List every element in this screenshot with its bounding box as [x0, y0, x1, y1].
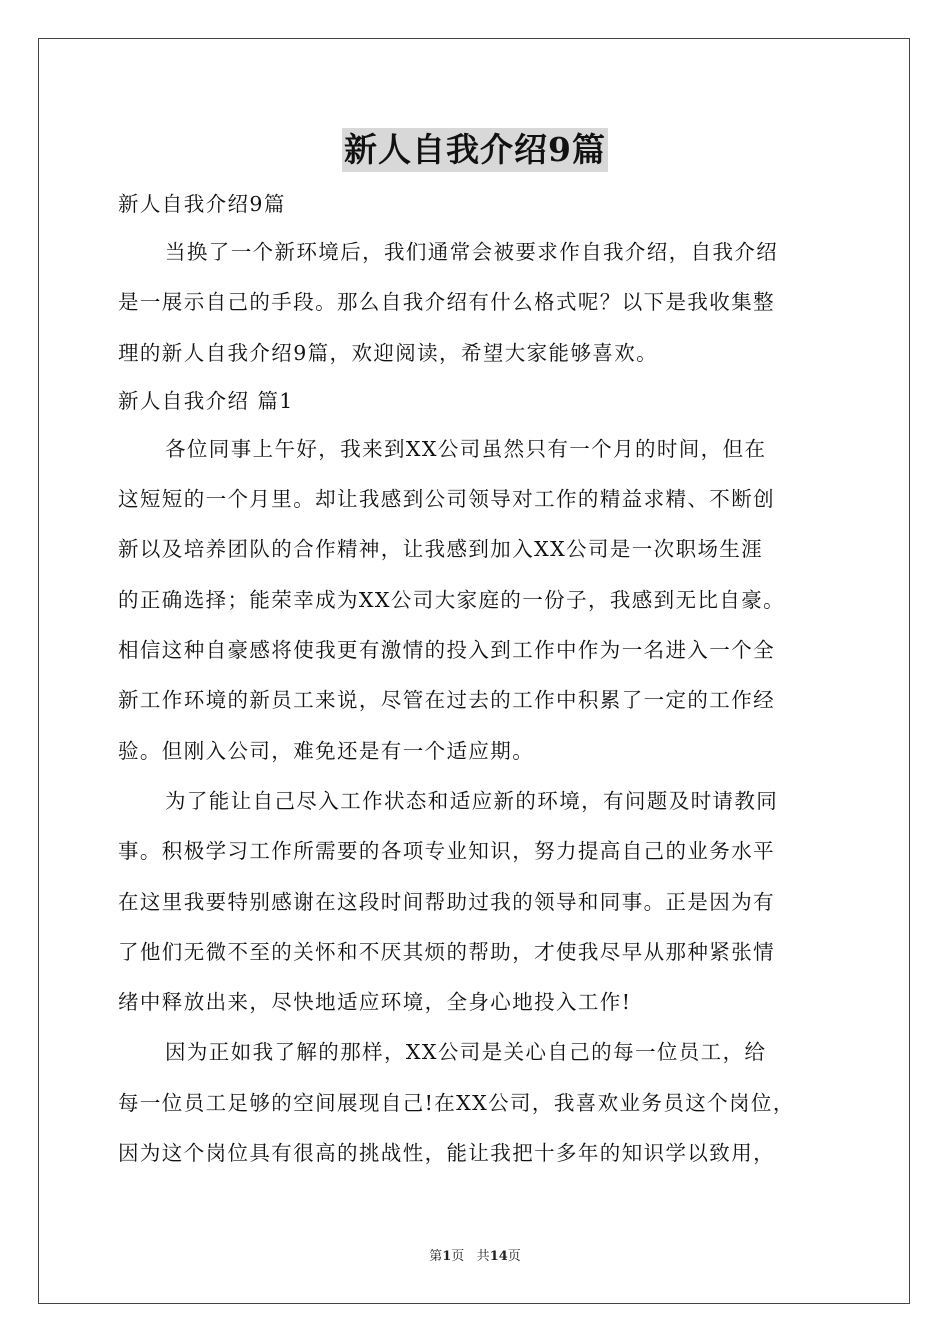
text-line: 因为这个岗位具有很高的挑战性，能让我把十多年的知识学以致用， — [118, 1141, 775, 1166]
text-line: 当换了一个新环境后，我们通常会被要求作自我介绍，自我介绍 — [165, 240, 779, 264]
document-title: 新人自我介绍9篇 — [342, 128, 608, 172]
text-line: 验。但刚入公司，难免还是有一个适应期。 — [118, 738, 535, 763]
text-line: 是一展示自己的手段。那么自我介绍有什么格式呢？以下是我收集整 — [118, 290, 775, 315]
text-line: 绪中释放出来，尽快地适应环境，全身心地投入工作! — [118, 990, 632, 1015]
section-heading: 新人自我介绍 篇1 — [118, 388, 294, 413]
text-line: 新工作环境的新员工来说，尽管在过去的工作中积累了一定的工作经 — [118, 688, 775, 713]
text-line: 了他们无微不至的关怀和不厌其烦的帮助，才使我尽早从那种紧张情 — [118, 939, 775, 964]
total-prefix: 共 — [476, 1249, 490, 1264]
page-current: 1 — [442, 1249, 452, 1264]
text-line: 每一位员工足够的空间展现自己!在XX公司，我喜欢业务员这个岗位， — [118, 1090, 795, 1115]
page-prefix: 第 — [429, 1249, 443, 1264]
section-heading: 新人自我介绍9篇 — [118, 192, 286, 216]
page-suffix: 页 — [451, 1249, 465, 1264]
text-line: 各位同事上午好，我来到XX公司虽然只有一个月的时间，但在 — [165, 436, 767, 461]
text-line: 为了能让自己尽入工作状态和适应新的环境，有问题及时请教同 — [165, 788, 779, 813]
document-body — [118, 181, 838, 1178]
text-line: 在这里我要特别感谢在这段时间帮助过我的领导和同事。正是因为有 — [118, 889, 775, 914]
text-line: 理的新人自我介绍9篇，欢迎阅读，希望大家能够喜欢。 — [118, 340, 659, 365]
page-footer — [0, 1245, 950, 1264]
text-line: 相信这种自豪感将使我更有激情的投入到工作中作为一名进入一个全 — [118, 638, 775, 663]
text-line: 因为正如我了解的那样，XX公司是关心自己的每一位员工，给 — [165, 1040, 767, 1065]
title-area — [0, 128, 950, 172]
text-line: 这短短的一个月里。却让我感到公司领导对工作的精益求精、不断创 — [118, 487, 775, 512]
text-line: 新以及培养团队的合作精神，让我感到加入XX公司是一次职场生涯 — [118, 537, 764, 562]
text-line: 事。积极学习工作所需要的各项专业知识，努力提高自己的业务水平 — [118, 839, 775, 864]
page-total: 14 — [489, 1249, 508, 1264]
total-suffix: 页 — [507, 1249, 521, 1264]
text-line: 的正确选择；能荣幸成为XX公司大家庭的一份子，我感到无比自豪。 — [118, 587, 786, 612]
